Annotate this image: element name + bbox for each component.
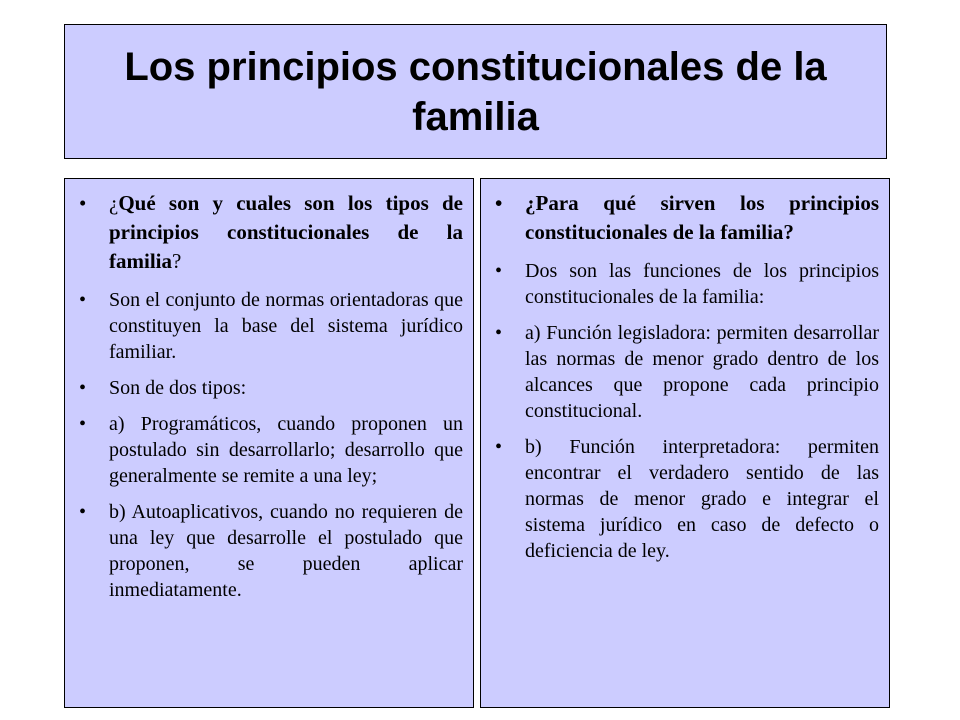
right-item-functions: • Dos son las funciones de los principios constitucionales de la familia: xyxy=(491,258,879,310)
right-column xyxy=(480,178,890,708)
right-item-interpretadora: • b) Función interpretadora: permiten encontrar el verdadero sentido de las normas de menor grado e integrar el sistema jurídico en caso de defecto o deficiencia de ley. xyxy=(491,434,879,564)
left-question xyxy=(75,189,463,276)
left-item-types: • Son de dos tipos: xyxy=(75,375,463,401)
left-item-autoaplicativos: • b) Autoaplicativos, cuando no requieren de una ley que desarrolle el postulado que proponen, se pueden aplicar inmediatamente. xyxy=(75,499,463,603)
left-item-definition: • Son el conjunto de normas orientadoras que constituyen la base del sistema jurídico familiar. xyxy=(75,287,463,365)
title-box xyxy=(64,24,887,159)
left-question-bold: Qué son y cuales son los tipos de principios constitucionales de la familia xyxy=(109,191,463,273)
left-question-prefix: ¿ xyxy=(109,191,119,215)
left-question-suffix: ? xyxy=(172,249,182,273)
right-item-legisladora: • a) Función legisladora: permiten desarrollar las normas de menor grado dentro de los alcances que propone cada principio constitucional. xyxy=(491,320,879,424)
left-bullet-list xyxy=(75,189,463,603)
slide-title: Los principios constitucionales de la familia xyxy=(124,44,827,139)
left-column xyxy=(64,178,474,708)
right-question: • ¿Para qué sirven los principios constitucionales de la familia? xyxy=(491,189,879,247)
right-bullet-list xyxy=(491,189,879,564)
left-item-programaticos: • a) Programáticos, cuando proponen un postulado sin desarrollarlo; desarrollo que generalmente se remite a una ley; xyxy=(75,411,463,489)
